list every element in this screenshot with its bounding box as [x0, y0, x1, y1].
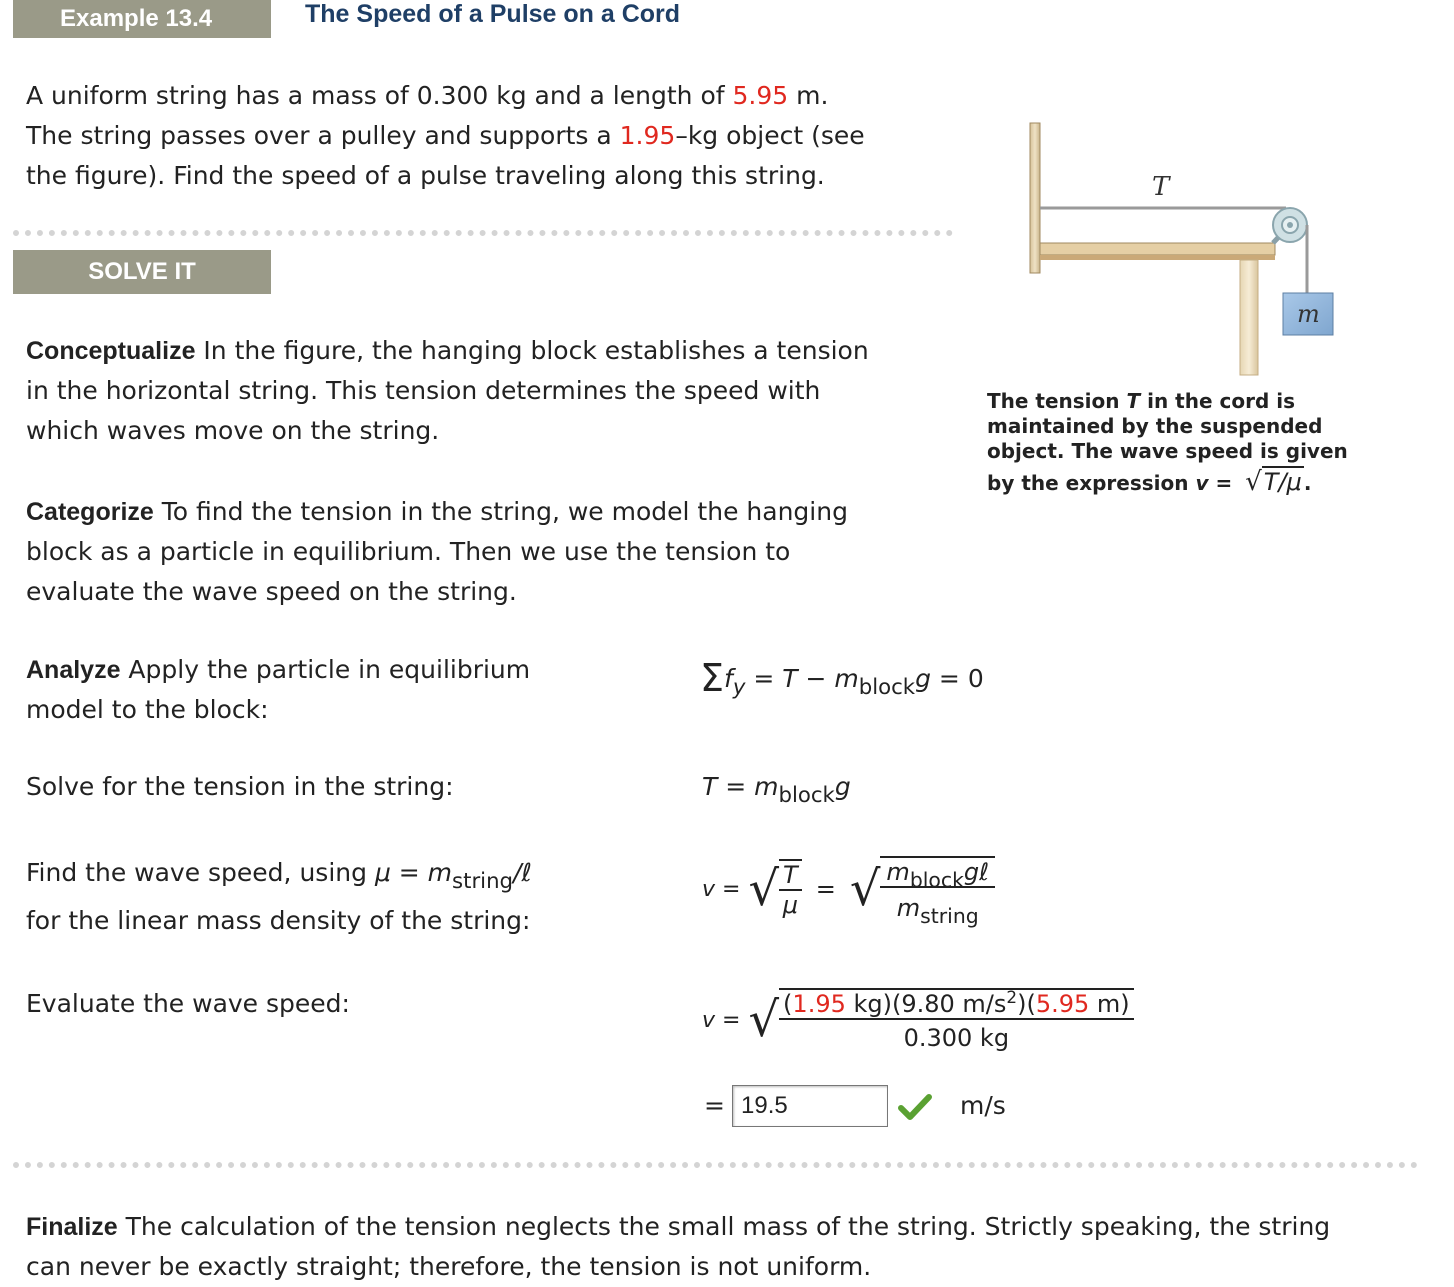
example-label-text: Example 13.4 [60, 5, 213, 32]
conceptualize-section: Conceptualize In the figure, the hanging block establishes a tension in the horizontal string. This tension determines the speed with which waves move on the string. [26, 336, 869, 445]
categorize-heading: Categorize [26, 498, 154, 526]
evaluate-equation: v = √ $\frac{(1.95 kg)(9.80 m/s^2)(5.95 m)}{0.300 kg}$ [702, 988, 1134, 1052]
evaluate-text: Evaluate the wave speed: [26, 989, 350, 1018]
wall [1030, 123, 1040, 273]
figure-caption: The tension T in the cord is maintained by the suspended object. The wave speed is given by the expression v = √T/μ . [987, 389, 1348, 497]
solve-it-label: SOLVE IT [13, 250, 271, 294]
tension-label: T [1152, 172, 1170, 202]
solve-tension-text: Solve for the tension in the string: [26, 772, 454, 801]
finalize-heading: Finalize [26, 1213, 118, 1241]
divider [13, 230, 953, 236]
length-value: 5.95 [732, 81, 789, 110]
eval-length-value: 5.95 [1035, 990, 1090, 1018]
equilibrium-equation: $\Sigma f_y = T - m_{block}g = 0$ [700, 656, 984, 701]
finalize-section: Finalize The calculation of the tension neglects the small mass of the string. Strictly speaking, the string can never be exactly straight; therefore, the tension is not uniform. [26, 1212, 1331, 1281]
page-title: The Speed of a Pulse on a Cord [305, 0, 681, 28]
mass-label: m [1297, 300, 1320, 328]
analyze-section: Analyze Apply the particle in equilibrium model to the block: [26, 655, 531, 724]
table-leg [1240, 260, 1258, 375]
tabletop [1040, 243, 1275, 255]
categorize-section: Categorize To find the tension in the string, we model the hanging block as a particle in equilibrium. Then we use the tension to evaluate the wave speed on the string. [26, 497, 848, 606]
answer-unit: m/s [960, 1091, 1006, 1120]
caption-formula: T/μ [1263, 468, 1302, 496]
problem-statement: A uniform string has a mass of 0.300 kg and a length of 5.95 m. The string passes over a pulley and supports a 1.95–kg object (see the figure). Find the speed of a pulse traveling along this string. [26, 81, 865, 190]
pulley-figure [990, 115, 1380, 380]
answer-input[interactable] [732, 1085, 888, 1127]
analyze-heading: Analyze [26, 656, 121, 684]
mass-value: 1.95 [619, 121, 676, 150]
checkmark-icon [898, 1093, 932, 1121]
divider [13, 1162, 1418, 1168]
example-label [13, 0, 271, 38]
wave-speed-text: Find the wave speed, using $\mu = m_{string}/\ell$ for the linear mass density of the string: [26, 858, 532, 935]
tension-equation: $T = m_{block}g$ [702, 772, 851, 809]
wave-speed-equation: v = √ $\frac{T}{\mu}$ = √ $\frac{m_{block}g\ell}{m_{string}}$ [702, 856, 995, 922]
equals-sign: = [704, 1091, 725, 1120]
conceptualize-heading: Conceptualize [26, 337, 196, 365]
eval-mass-value: 1.95 [792, 990, 846, 1018]
